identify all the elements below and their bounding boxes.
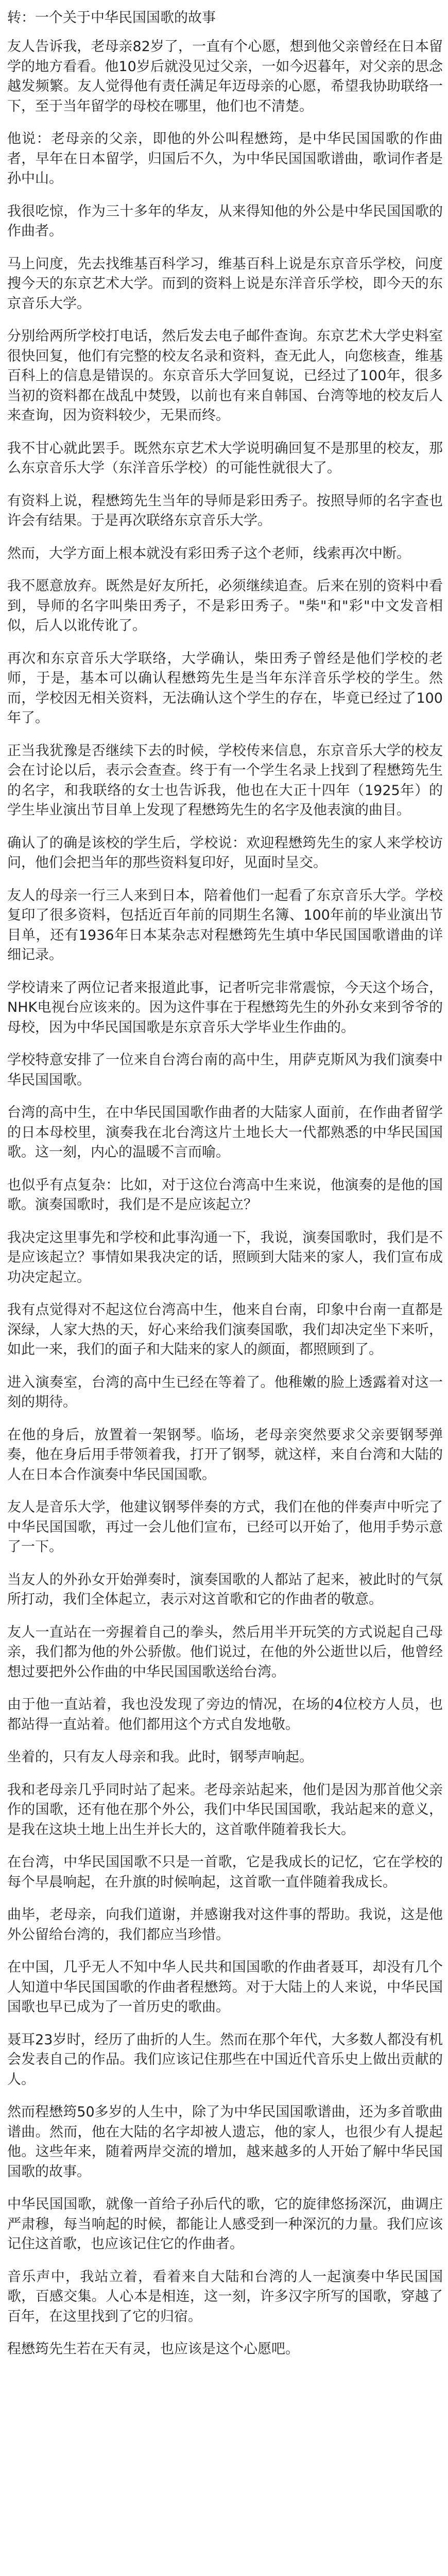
- article-paragraph: 我很吃惊，作为三十多年的华友，从来得知他的外公是中华民国国歌的作曲者。: [7, 203, 443, 239]
- article-paragraph: 再次和东京音乐大学联络，大学确认，柴田秀子曾经是他们学校的老师，于是，基本可以确认程懋筠先生是当年东洋音乐学校的学生。然而，学校因无相关资料，无法确认这个学生的存在，毕竟已经过了100年了。: [7, 650, 443, 726]
- article-paragraph: 学校特意安排了一位来自台湾台南的高中生，用萨克斯风为我们演奏中华民国国歌。: [7, 1052, 443, 1088]
- article-paragraph: 曲毕，老母亲，向我们道谢，并感谢我对这件事的帮助。我说，这是他外公留给台湾的，我们都应当珍惜。: [7, 1907, 443, 1943]
- article-paragraph: 也似乎有点复杂：比如，对于这位台湾高中生来说，他演奏的是他的国歌。演奏国歌时，我们是不是应该起立？: [7, 1177, 443, 1213]
- article-paragraph: 进入演奏室，台湾的高中生已经在等着了。他稚嫩的脸上透露着对这一刻的期待。: [7, 1374, 443, 1410]
- article-paragraph: 由于他一直站着，我也没发现了旁边的情况，在场的4位校方人员，也都站得一直站着。他们都用这个方式自发地敬。: [7, 1697, 443, 1733]
- article-paragraph: 聂耳23岁时，经历了曲折的人生。然而在那个年代，大多数人都没有机会发表自己的作品。我们应该记住那些在中国近代音乐史上做出贡献的人。: [7, 2031, 443, 2088]
- article-paragraph: 台湾的高中生，在中华民国国歌作曲者的大陆家人面前，在作曲者留学的日本母校里，演奏我在北台湾这片土地长大一代都熟悉的中华民国国歌。这一刻，内心的温暖不言而喻。: [7, 1105, 443, 1160]
- article-body: [7, 37, 443, 2360]
- article-paragraph: 然而程懋筠50多岁的人生中，除了为中华民国国歌谱曲，还为多首歌曲谱曲。然而，他在大陆的名字却被人遗忘，他的家人，也很少有人提起他。这些年来，随着两岸交流的增加，越来越多的人开始了解中华民国国歌的故事。: [7, 2104, 443, 2180]
- article-paragraph: 中华民国国歌，就像一首给子孙后代的歌，它的旋律悠扬深沉，曲调庄严肃穆，每当响起的时候，都能让人感受到一种深沉的力量。我们应该记住这首歌，也应该记住它的作曲者。: [7, 2196, 443, 2252]
- article-paragraph: 在他的身后，放置着一架钢琴。临场，老母亲突然要求父亲要钢琴弹奏，他在身后用手带领着我，打开了钢琴，就这样，来自台湾和大陆的人在日本合作演奏中华民国国歌。: [7, 1427, 443, 1483]
- article-paragraph: 当友人的外孙女开始弹奏时，演奏国歌的人都站了起来，被此时的气氛所打动，我们全体起立，表示对这首歌和它的作曲者的敬意。: [7, 1571, 443, 1607]
- article-paragraph: 友人是音乐大学，他建议钢琴伴奏的方式，我们在他的伴奏声中听完了中华民国国歌，再过一会儿他们宣布，已经可以开始了，他用手势示意了一下。: [7, 1499, 443, 1555]
- article-paragraph: 正当我犹豫是否继续下去的时候，学校传来信息，东京音乐大学的校友会在讨论以后，表示会查查。终于有一个学生名录上找到了程懋筠先生的名字，和我联络的女士也告诉我，他也在大正十四年（1925年）的学生毕业演出节目单上发现了程懋筠先生的名字及他表演的曲目。: [7, 742, 443, 818]
- article-paragraph: 我和老母亲几乎同时站了起来。老母亲站起来，他们是因为那首他父亲作的国歌，还有他在那个外公，我们中华民国国歌，我站起来的意义，是我在这块土地上出生并长大的，这首歌伴随着我长大。: [7, 1782, 443, 1838]
- article-paragraph: 我有点觉得对不起这位台湾高中生，他来自台南，印象中台南一直都是深绿，人家大热的天，好心来给我们演奏国歌，我们却决定坐下来听，如此一来，我们的面子和大陆来的家人的颜面，都照顾到了。: [7, 1302, 443, 1358]
- article-paragraph: 音乐声中，我站立着，看着来自大陆和台湾的人一起演奏中华民国国歌，百感交集。人心本是相连，这一刻，许多汉字所写的国歌，穿越了百年，在这里找到了它的归宿。: [7, 2268, 443, 2325]
- article-paragraph: 有资料上说，程懋筠先生当年的导师是彩田秀子。按照导师的名字查也许会有结果。于是再次联络东京音乐大学。: [7, 493, 443, 529]
- article-paragraph: 在台湾，中华民国国歌不只是一首歌，它是我成长的记忆，它在学校的每个早晨响起，在升旗的时候响起，这首歌一直伴随着我成长。: [7, 1854, 443, 1890]
- article-paragraph: 坐着的，只有友人母亲和我。此时，钢琴声响起。: [7, 1749, 313, 1765]
- article-paragraph: 然而，大学方面上根本就没有彩田秀子这个老师，线索再次中断。: [7, 545, 410, 562]
- article-paragraph: 友人的母亲一行三人来到日本，陪着他们一起看了东京音乐大学。学校复印了很多资料，包括近百年前的同期生名簿、100年前的毕业演出节目单，还有1936年日本某杂志对程懋筠先生填中华民国国歌谱曲的详细记录。: [7, 887, 443, 963]
- article-title: 转：一个关于中华民国国歌的故事: [7, 10, 216, 26]
- article-paragraph: 他说：老母亲的父亲，即他的外公叫程懋筠，是中华民国国歌的作曲者，早年在日本留学，归国后不久，为中华民国国歌谱曲，歌词作者是孙中山。: [7, 131, 443, 187]
- article-paragraph: 在中国，几乎无人不知中华人民共和国国歌的作曲者聂耳，却没有几个人知道中华民国国歌的作曲者程懋筠。对于大陆上的人来说，中华民国国歌也早已成为了一首历史的歌曲。: [7, 1959, 443, 2015]
- article-paragraph: 我不愿意放弃。既然是好友所托，必须继续追查。后来在别的资料中看到，导师的名字叫柴田秀子，不是彩田秀子。"柴"和"彩"中文发音相似，后人以讹传讹了。: [7, 578, 443, 634]
- article-paragraph: 友人一直站在一旁握着自己的拳头，然后用半开玩笑的方式说起自己母亲，我们都为他的外公骄傲。他们说过，在他的外公逝世以后，他曾经想过要把外公作曲的中华民国国歌送给台湾。: [7, 1624, 443, 1680]
- article-paragraph: 学校请来了两位记者来报道此事，记者听完非常震惊，今天这个场合，NHK电视台应该来的。因为这件事在于程懋筠先生的外孙女来到爷爷的母校，因为中华民国国歌是东京音乐大学毕业生作曲的。: [7, 979, 443, 1036]
- article-paragraph: 分别给两所学校打电话，然后发去电子邮件查询。东京艺术大学史料室很快回复，他们有完整的校友名录和资料，查无此人，向您核查，维基百科上的信息是错误的。东京音乐大学回复说，已经过了100年，很多当初的资料都在战乱中焚毁，以前也有来自韩国、台湾等地的校友后人来查询，因为资料较少，无果而终。: [7, 328, 443, 423]
- article-paragraph: 确认了的确是该校的学生后，学校说：欢迎程懋筠先生的家人来学校访问，他们会把当年的那些资料复印好，见面时呈交。: [7, 835, 443, 871]
- article-paragraph: 我决定这里事先和学校和此事沟通一下，我说，演奏国歌时，我们是不是应该起立？事情如果我决定的话，照顾到大陆来的家人，我们宣布成功决定起立。: [7, 1229, 443, 1285]
- article-paragraph: 我不甘心就此罢手。既然东京艺术大学说明确回复不是那里的校友，那么东京音乐大学（东洋音乐学校）的可能性就很大了。: [7, 440, 443, 476]
- article-paragraph: 友人告诉我，老母亲82岁了，一直有个心愿，想到他父亲曾经在日本留学的地方看看。他10岁后就没见过父亲，一如今迟暮年，对父亲的思念越发频繁。友人觉得他有责任满足年迈母亲的心愿，希望我协助联络一下，至于当年留学的母校在哪里，他们也不清楚。: [7, 39, 443, 114]
- article-paragraph: 程懋筠先生若在天有灵，也应该是这个心愿吧。: [7, 2341, 299, 2357]
- article-paragraph: 马上问度，先去找维基百科学习，维基百科上说是东京音乐学校，问度搜今天的东京艺术大学。而到的资料上说是东洋音乐学校，即今天的东京音乐大学。: [7, 256, 443, 312]
